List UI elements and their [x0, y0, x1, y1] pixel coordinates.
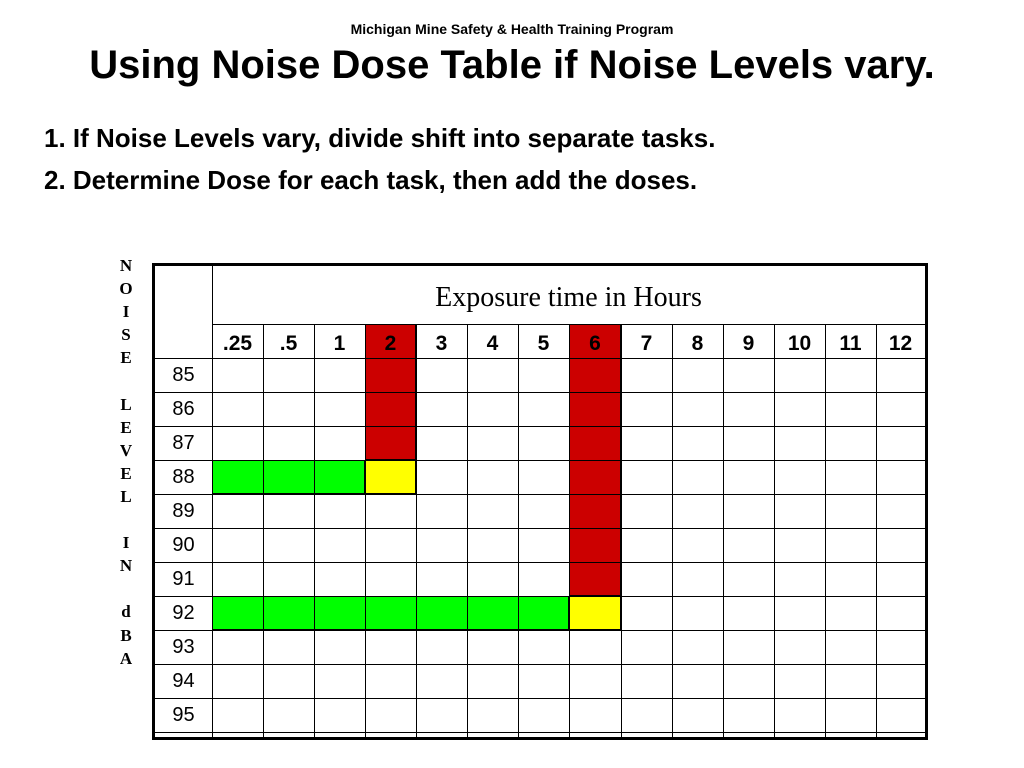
step-item: 2. Determine Dose for each task, then add the doses. [44, 165, 698, 195]
side-label-letter: O [119, 279, 133, 299]
grid-line [365, 324, 366, 737]
side-label-letter: N [119, 556, 133, 576]
grid-line [155, 494, 925, 495]
level-label: 85 [172, 364, 195, 386]
hour-label: 8 [691, 332, 704, 355]
hour-label: 12 [888, 332, 913, 355]
steps-list [44, 121, 715, 205]
hour-label: .25 [222, 332, 253, 355]
side-label-letter: I [122, 302, 130, 322]
grid-line [723, 324, 724, 737]
grid-line [621, 324, 622, 737]
hour-label: 6 [589, 332, 601, 355]
side-label-letter [113, 508, 139, 531]
side-label-letter: E [120, 348, 132, 368]
level-label: 90 [172, 534, 195, 556]
grid-line [314, 324, 315, 737]
level-label: 86 [172, 398, 195, 420]
side-label-letter: E [120, 463, 132, 483]
hour-label: 7 [640, 332, 653, 355]
side-label-letter: I [122, 533, 130, 553]
side-label-letter: S [121, 325, 131, 345]
grid-line [155, 664, 925, 665]
grid-line [155, 630, 925, 631]
hour-label: 11 [839, 332, 862, 355]
noise-level-axis-label [113, 254, 139, 670]
side-label-letter: N [119, 256, 133, 275]
side-label-letter [113, 369, 139, 392]
grid-line [263, 324, 264, 737]
noise-dose-table [152, 263, 928, 740]
grid-line [155, 596, 925, 597]
grid-line [825, 324, 826, 737]
side-label-letter: E [120, 417, 132, 437]
side-label-letter: L [120, 394, 132, 414]
dose-intersection-cell [569, 596, 621, 630]
level-label: 87 [172, 432, 195, 454]
grid-line [155, 460, 925, 461]
hour-label: 3 [435, 332, 448, 355]
level-label: 92 [172, 602, 195, 624]
hour-label: 1 [333, 332, 346, 355]
grid-line [672, 324, 673, 737]
step-item: 1. If Noise Levels vary, divide shift into separate tasks. [44, 123, 716, 153]
grid-line [155, 528, 925, 529]
grid-line [569, 324, 570, 737]
hour-label: 9 [742, 332, 755, 355]
grid-line [416, 324, 417, 737]
level-label: 93 [172, 636, 195, 658]
level-row-highlight [212, 460, 365, 494]
level-label: 95 [172, 704, 195, 726]
grid-line [518, 324, 519, 737]
grid-line [876, 324, 877, 737]
program-name: Michigan Mine Safety & Health Training Program [350, 21, 674, 37]
exposure-time-header: Exposure time in Hours [435, 282, 702, 313]
grid-line [774, 324, 775, 737]
slide-title: Using Noise Dose Table if Noise Levels vary. [89, 43, 935, 87]
grid-line [155, 698, 925, 699]
side-label-letter: V [119, 440, 133, 460]
grid-line [155, 562, 925, 563]
hour-label: .5 [279, 332, 298, 355]
grid-line [155, 392, 925, 393]
hour-label: 10 [787, 332, 812, 355]
level-label: 89 [172, 500, 195, 522]
dose-intersection-cell [365, 460, 416, 494]
side-label-letter: d [121, 602, 131, 622]
side-label-letter [113, 577, 139, 600]
grid-line [467, 324, 468, 737]
level-label: 91 [172, 568, 195, 590]
side-label-letter: L [120, 486, 132, 506]
hour-label: 4 [486, 332, 499, 355]
hour-label: 2 [384, 332, 397, 355]
level-row-highlight [212, 596, 569, 630]
side-label-letter: B [120, 625, 132, 645]
hour-label: 5 [537, 332, 550, 355]
grid-line [155, 732, 925, 733]
grid-line [155, 358, 925, 359]
grid-line [155, 426, 925, 427]
side-label-letter: A [119, 648, 133, 668]
level-label: 88 [172, 466, 195, 488]
level-label: 94 [172, 670, 195, 692]
